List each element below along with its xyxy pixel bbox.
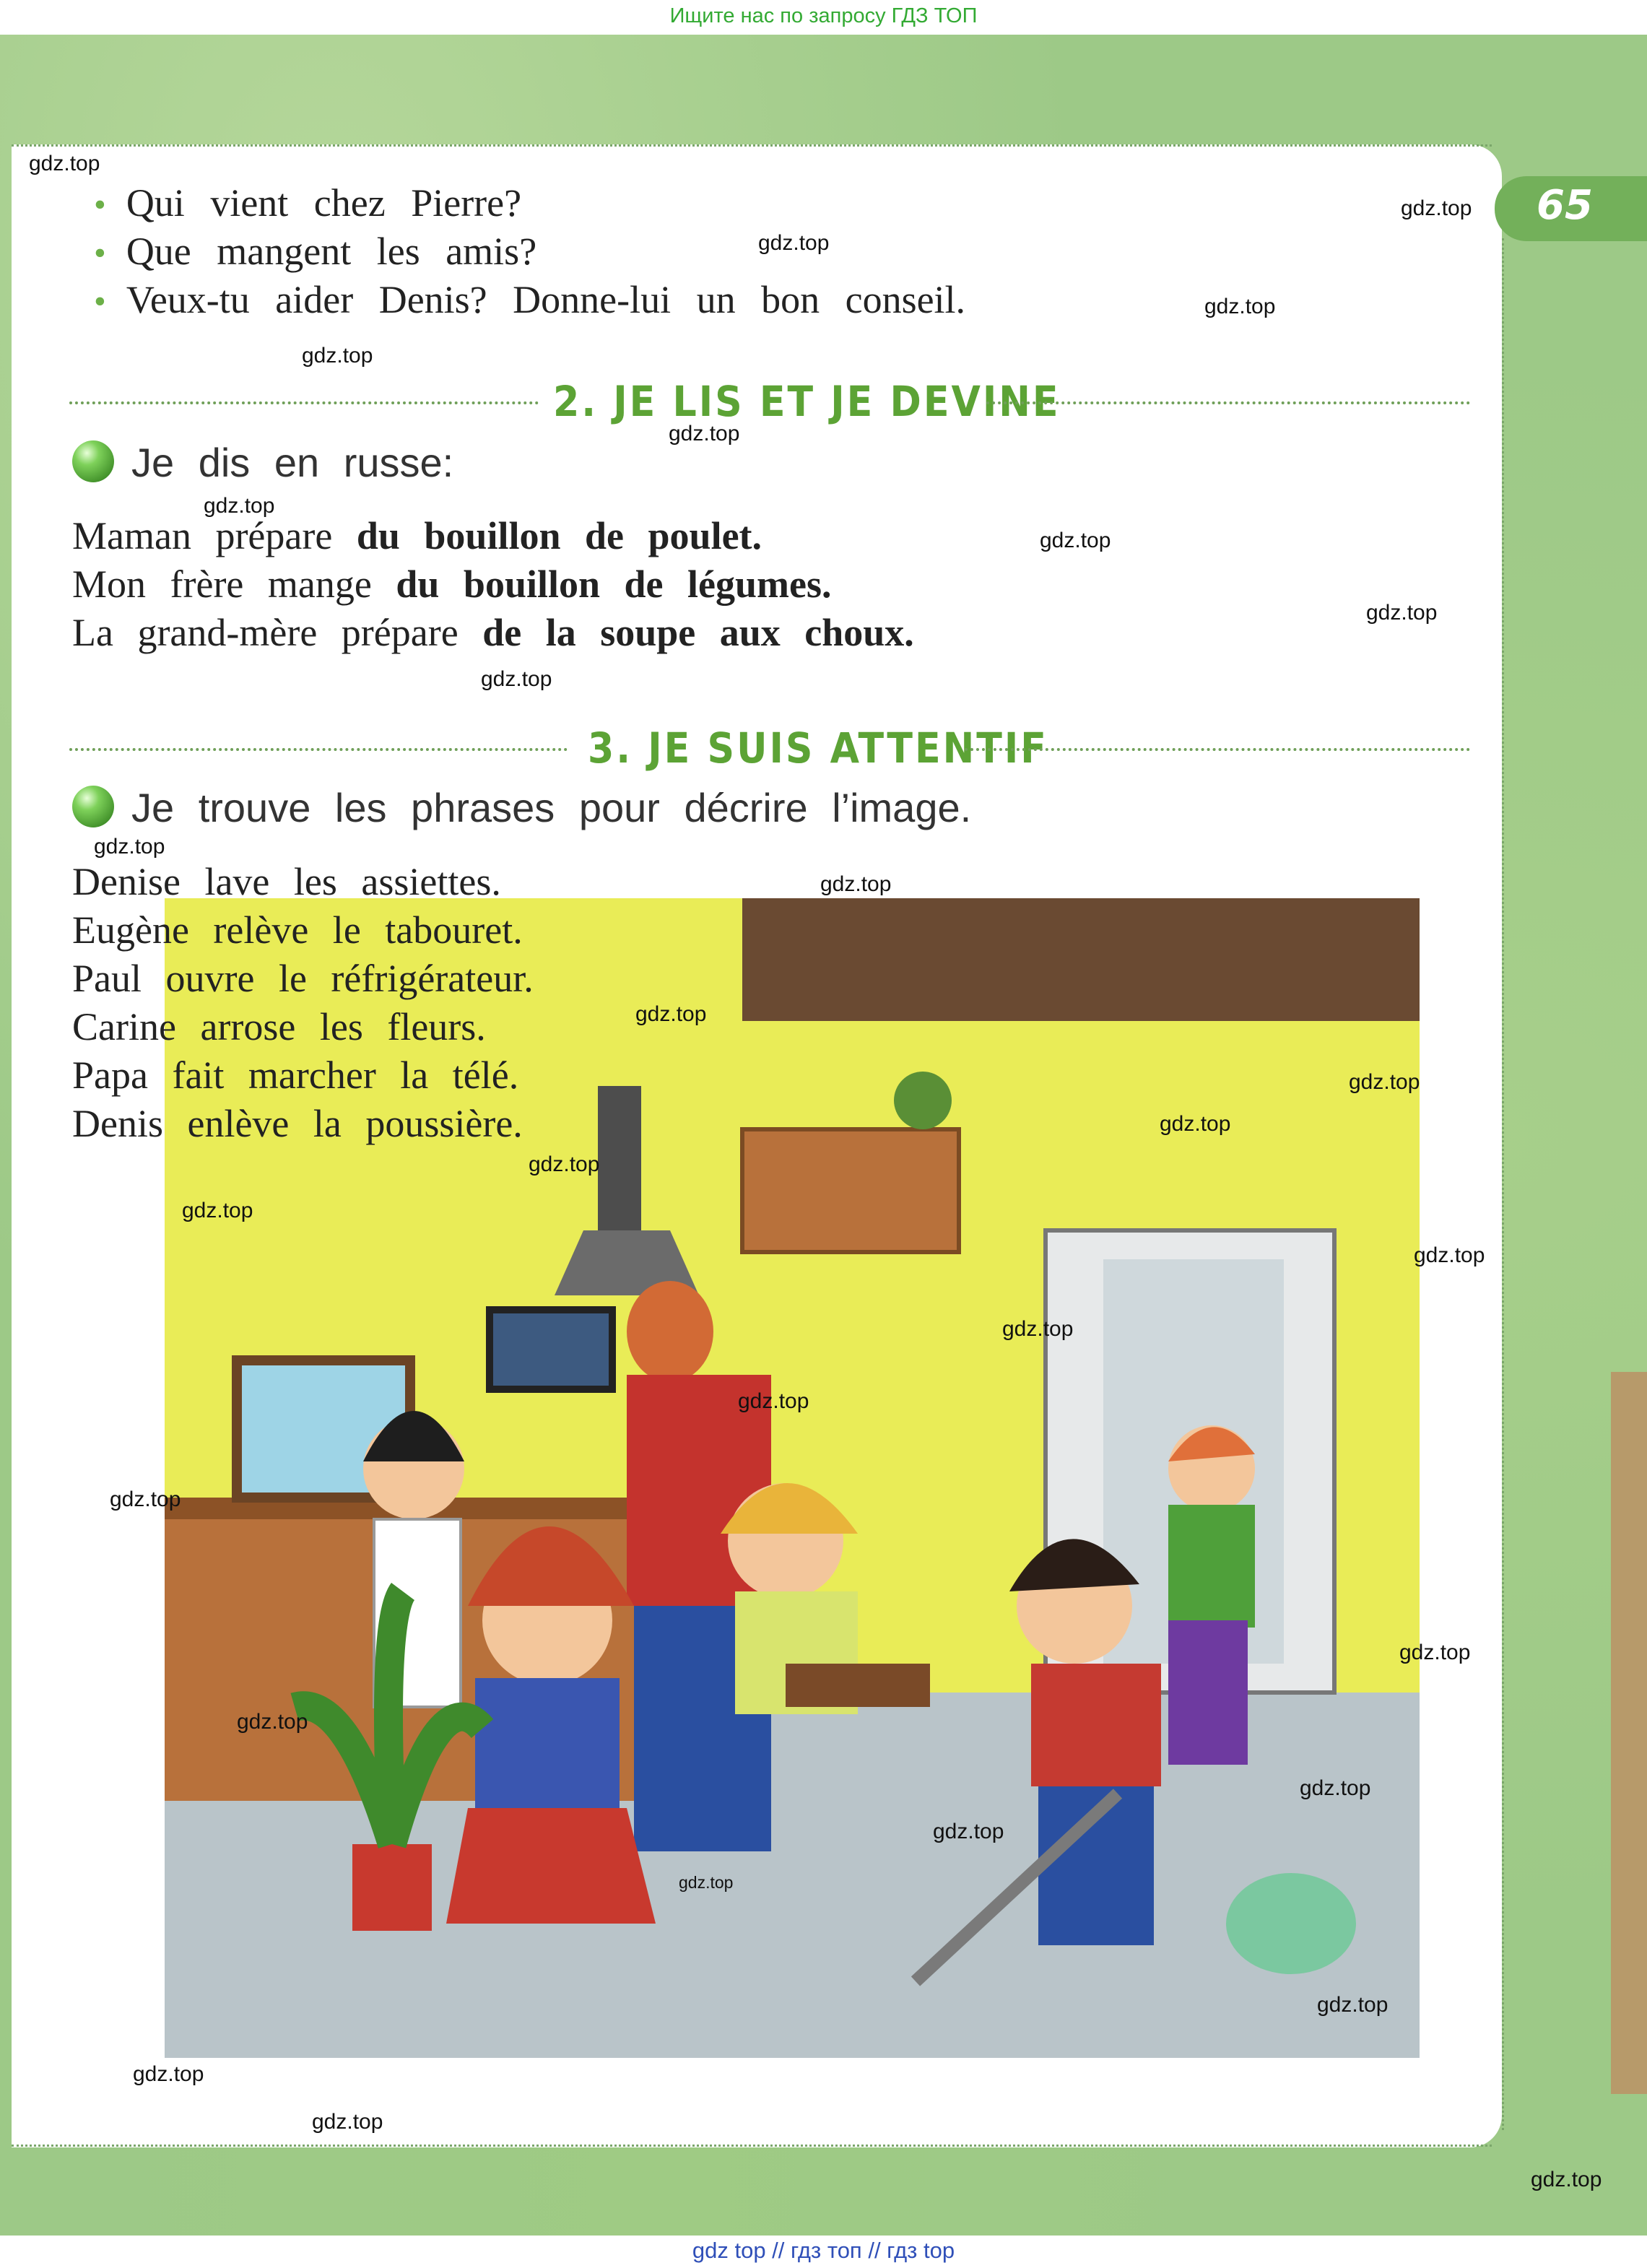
- bullet-icon: •: [94, 234, 106, 272]
- section-2-title: 2. JE LIS ET JE DEVINE: [553, 377, 1061, 426]
- green-ball-icon: [72, 786, 114, 827]
- watermark: gdz.top: [1204, 295, 1276, 318]
- denis-sweater: [1031, 1664, 1161, 1786]
- watermark: gdz.top: [1531, 2168, 1602, 2191]
- watermark: gdz.top: [1002, 1317, 1074, 1341]
- sentence-line: Eugène relève le tabouret.: [72, 908, 523, 952]
- section-divider: [986, 401, 1470, 404]
- wall-cabinet: [742, 1129, 959, 1252]
- watermark: gdz.top: [679, 1873, 734, 1892]
- russian-line: [72, 512, 914, 560]
- vacuum-cleaner: [1226, 1873, 1356, 1974]
- carine-blouse: [475, 1678, 620, 1822]
- question-text: Veux-tu aider Denis? Donne-lui un bon conseil.: [126, 278, 966, 321]
- papa-head: [627, 1281, 713, 1382]
- watermark: gdz.top: [1414, 1243, 1485, 1267]
- tv: [490, 1310, 612, 1389]
- instruction-text: Je dis en russe:: [131, 440, 454, 485]
- watermark: gdz.top: [133, 2062, 204, 2086]
- plant-pot: [352, 1844, 432, 1931]
- question-item: [94, 276, 965, 324]
- watermark: gdz.top: [1349, 1070, 1420, 1094]
- section-3-title: 3. JE SUIS ATTENTIF: [588, 724, 1048, 773]
- question-item: [94, 227, 965, 276]
- instruction-text: Je trouve les phrases pour décrire l’image.: [131, 785, 972, 830]
- section-3-sentences: [72, 858, 534, 1148]
- watermark: gdz.top: [758, 231, 830, 255]
- section-divider: [69, 401, 539, 404]
- bottom-banner[interactable]: gdz top // гдз топ // гдз top: [0, 2236, 1647, 2268]
- watermark: gdz.top: [94, 835, 165, 859]
- line-bold: du bouillon de légumes.: [396, 562, 832, 606]
- watermark: gdz.top: [669, 422, 740, 446]
- watermark: gdz.top: [204, 494, 275, 518]
- sentence-line: Denis enlève la poussière.: [72, 1102, 523, 1145]
- page-edge-stripe: [1611, 1372, 1647, 2094]
- watermark: gdz.top: [1401, 196, 1472, 220]
- line-bold: du bouillon de poulet.: [356, 514, 762, 557]
- sentence-line: Paul ouvre le réfrigérateur.: [72, 957, 534, 1000]
- paul-trousers: [1168, 1620, 1248, 1765]
- question-item: [94, 179, 965, 227]
- line-plain: La grand-mère prépare: [72, 611, 483, 654]
- bullet-icon: •: [94, 282, 106, 321]
- watermark: gdz.top: [237, 1710, 308, 1734]
- section-3-instruction: [72, 784, 971, 831]
- carine-skirt: [446, 1808, 656, 1924]
- watermark: gdz.top: [1160, 1112, 1231, 1136]
- page-number: 65: [1537, 182, 1593, 229]
- watermark: gdz.top: [738, 1389, 809, 1413]
- watermark: gdz.top: [110, 1487, 181, 1511]
- section-3-header: [69, 724, 1470, 774]
- russian-line: [72, 609, 914, 657]
- line-plain: Maman prépare: [72, 514, 357, 557]
- watermark: gdz.top: [481, 667, 552, 691]
- sentence-line: Denise lave les assiettes.: [72, 860, 501, 903]
- watermark: gdz.top: [1300, 1776, 1371, 1800]
- watermark: gdz.top: [29, 152, 100, 175]
- section-divider: [69, 748, 568, 751]
- bullet-icon: •: [94, 186, 106, 224]
- line-bold: de la soupe aux choux.: [482, 611, 914, 654]
- paul-shirt: [1168, 1505, 1255, 1628]
- potted-plant: [894, 1072, 952, 1129]
- question-text: Que mangent les amis?: [126, 230, 537, 273]
- section-2-instruction: [72, 439, 453, 486]
- russian-line: [72, 560, 914, 609]
- line-plain: Mon frère mange: [72, 562, 396, 606]
- frame-dotted-border-bottom: [12, 2145, 1492, 2147]
- section-2-header: [69, 377, 1470, 427]
- watermark: gdz.top: [1040, 529, 1111, 552]
- watermark: gdz.top: [182, 1199, 253, 1222]
- green-ball-icon: [72, 440, 114, 482]
- section-divider: [965, 748, 1470, 751]
- section-2-lines: [72, 512, 914, 657]
- question-text: Qui vient chez Pierre?: [126, 181, 522, 225]
- watermark: gdz.top: [933, 1820, 1004, 1843]
- watermark: gdz.top: [1399, 1641, 1471, 1664]
- upper-wall-dark: [742, 898, 1420, 1021]
- frame-dotted-border-top: [12, 144, 1492, 147]
- frame-dotted-border-right: [1502, 238, 1504, 2130]
- question-list: [94, 179, 965, 324]
- watermark: gdz.top: [1317, 1993, 1389, 2017]
- watermark: gdz.top: [312, 2110, 383, 2134]
- sentence-line: Papa fait marcher la télé.: [72, 1053, 519, 1097]
- top-banner[interactable]: Ищите нас по запросу ГДЗ ТОП: [0, 0, 1647, 35]
- watermark: gdz.top: [635, 1002, 707, 1026]
- watermark: gdz.top: [529, 1152, 600, 1176]
- sentence-line: Carine arrose les fleurs.: [72, 1005, 486, 1048]
- stool-seat: [786, 1664, 930, 1707]
- watermark: gdz.top: [1366, 601, 1438, 625]
- watermark: gdz.top: [302, 344, 373, 368]
- watermark: gdz.top: [820, 872, 892, 896]
